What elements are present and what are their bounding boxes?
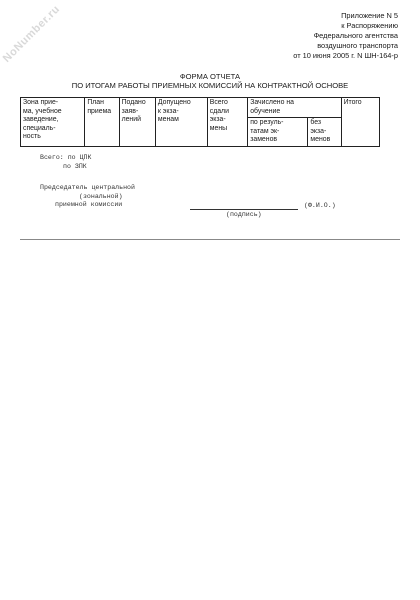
header-by-results: по резуль- татам эк- заменов [248,118,308,147]
header-zone: Зона прие- ма, учебное заведение, специаль- ность [21,98,85,147]
appendix-line: от 10 июня 2005 г. N ШН-164-р [293,51,398,61]
totals-cpk: Всего: по ЦПК [40,154,92,161]
header-passed: Всего сдали экза- мены [207,98,247,147]
watermark: NoNumber.ru [0,3,63,65]
header-admitted: Допущено к экза- менам [155,98,207,147]
form-title-line: ПО ИТОГАМ РАБОТЫ ПРИЕМНЫХ КОМИССИЙ НА КОНТРАКТНОЙ ОСНОВЕ [71,81,349,91]
chair-title-line: (зональной) [79,192,123,200]
totals-block [40,154,91,171]
table-header-row [21,98,380,118]
appendix-header [293,11,398,61]
signature-caption: (подпись) [226,211,262,218]
chair-title-line: приемной комиссии [55,201,123,209]
signature-line [190,209,298,210]
appendix-line: к Распоряжению [341,21,398,31]
chair-title-line: Председатель центральной [40,184,135,191]
appendix-line: воздушного транспорта [317,41,398,51]
totals-zpk: по ЗПК [63,162,87,170]
appendix-line: Приложение N 5 [341,11,398,20]
chair-signature-block [40,184,135,210]
header-total: Итого [341,98,379,147]
fio-caption: (Ф.И.О.) [304,202,336,209]
page-divider [20,239,400,240]
header-plan: План приема [85,98,119,147]
report-table [20,97,380,147]
form-title [0,72,420,91]
form-title-line: ФОРМА ОТЧЕТА [179,72,241,81]
header-enrolled: Зачислено на обучение [248,98,341,118]
header-without-exams: без экза- менов [308,118,341,147]
header-submitted: Подано заяв- лений [119,98,155,147]
appendix-line: Федерального агентства [313,31,398,41]
